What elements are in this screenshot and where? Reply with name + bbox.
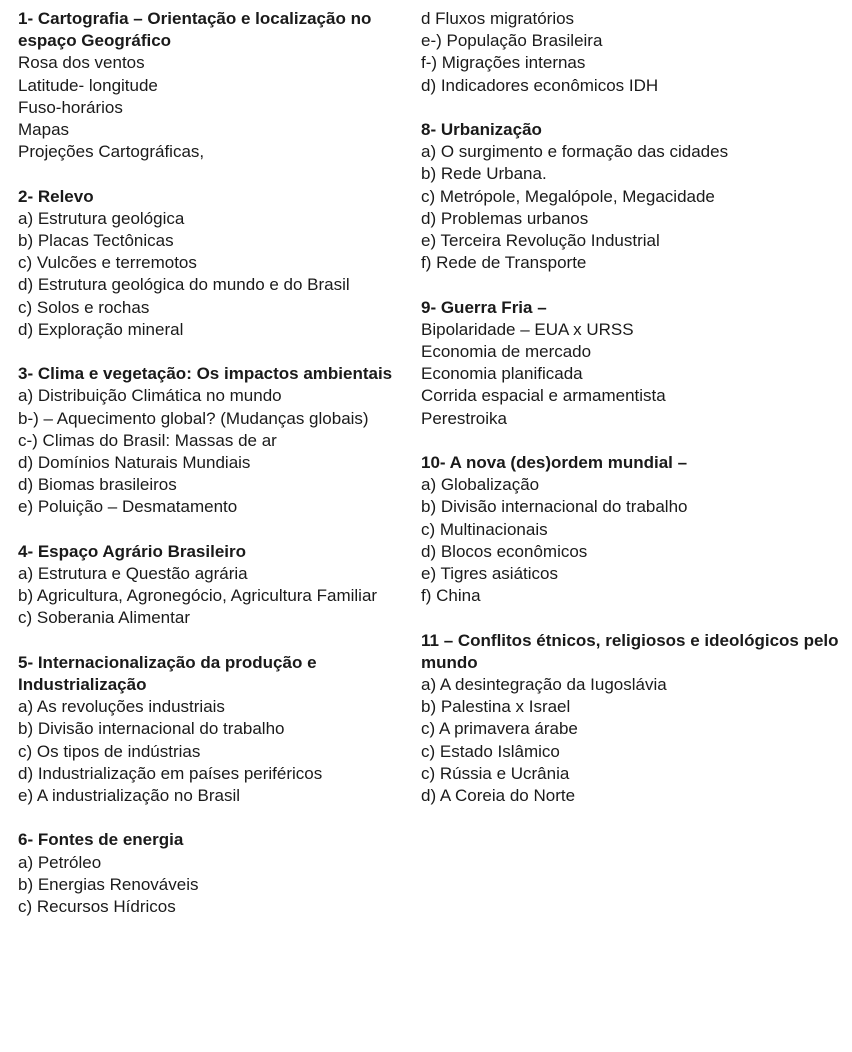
section-title: 9- Guerra Fria – (421, 297, 547, 317)
list-item: a) O surgimento e formação das cidades (421, 142, 729, 162)
list-item: Economia planificada (421, 364, 583, 384)
section (18, 186, 398, 341)
list-item: d) Blocos econômicos (421, 541, 588, 561)
list-item: e) Poluição – Desmatamento (18, 497, 238, 517)
item-list (421, 141, 841, 274)
left-column (18, 8, 398, 940)
section-title: 3- Clima e vegetação: Os impactos ambientais (18, 364, 393, 384)
section (421, 452, 841, 607)
section (18, 541, 398, 630)
section (18, 8, 398, 163)
list-item: Rosa dos ventos (18, 53, 145, 73)
list-item: Fuso-horários (18, 97, 123, 117)
list-item: b) Rede Urbana. (421, 164, 547, 184)
list-item: c) Estado Islâmico (421, 741, 560, 761)
list-item: d) Problemas urbanos (421, 208, 589, 228)
list-item: a) Estrutura geológica (18, 208, 185, 228)
list-item: c) Metrópole, Megalópole, Megacidade (421, 186, 715, 206)
list-item: b) Divisão internacional do trabalho (421, 497, 688, 517)
section-title: 11 – Conflitos étnicos, religiosos e ideológicos pelo mundo (421, 630, 839, 672)
section-title: 5- Internacionalização da produção e Industrialização (18, 652, 317, 695)
list-item: b) Placas Tectônicas (18, 231, 174, 251)
list-item: Mapas (18, 120, 70, 140)
list-item: d) Indicadores econômicos IDH (421, 75, 659, 95)
list-item: c) Soberania Alimentar (18, 608, 190, 628)
item-list (18, 696, 398, 807)
item-list (421, 674, 841, 807)
list-item: Projeções Cartográficas, (18, 142, 205, 162)
list-item: a) Globalização (421, 475, 540, 495)
list-item: Economia de mercado (421, 342, 592, 362)
list-item: c) Recursos Hídricos (18, 897, 176, 917)
list-item: a) Estrutura e Questão agrária (18, 564, 248, 584)
section-title: 4- Espaço Agrário Brasileiro (18, 541, 247, 561)
section (421, 119, 841, 274)
list-item: c-) Climas do Brasil: Massas de ar (18, 430, 277, 450)
list-item: e-) População Brasileira (421, 31, 603, 51)
section (18, 363, 398, 518)
item-list (18, 385, 398, 518)
section-title: 1- Cartografia – Orientação e localização no espaço Geográfico (18, 9, 372, 51)
list-item: b) Agricultura, Agronegócio, Agricultura Familiar (18, 586, 378, 606)
list-item: c) Rússia e Ucrânia (421, 763, 570, 783)
section (18, 829, 398, 918)
list-item: c) Solos e rochas (18, 297, 150, 317)
list-item: e) A industrialização no Brasil (18, 786, 241, 806)
list-item: f) Rede de Transporte (421, 253, 587, 273)
item-list (18, 852, 398, 919)
list-item: e) Tigres asiáticos (421, 564, 558, 584)
list-item: Perestroika (421, 408, 507, 428)
item-list (421, 319, 841, 430)
list-item: d) Exploração mineral (18, 319, 184, 339)
list-item: e) Terceira Revolução Industrial (421, 231, 660, 251)
list-item: d) Estrutura geológica do mundo e do Brasil (18, 275, 350, 295)
item-list (421, 8, 841, 97)
section-title: 10- A nova (des)ordem mundial – (421, 453, 688, 473)
list-item: c) Vulcões e terremotos (18, 253, 197, 273)
item-list (18, 208, 398, 341)
list-item: Bipolaridade – EUA x URSS (421, 319, 634, 339)
list-item: b-) – Aquecimento global? (Mudanças globais) (18, 408, 369, 428)
list-item: a) Petróleo (18, 852, 102, 872)
list-item: d Fluxos migratórios (421, 9, 575, 28)
item-list (18, 563, 398, 630)
section (421, 8, 841, 97)
list-item: b) Energias Renováveis (18, 874, 199, 894)
section-title: 2- Relevo (18, 186, 94, 206)
section (18, 652, 398, 807)
list-item: d) A Coreia do Norte (421, 786, 576, 806)
section-title: 8- Urbanização (421, 120, 542, 139)
list-item: d) Biomas brasileiros (18, 475, 177, 495)
right-column (421, 8, 841, 829)
list-item: c) A primavera árabe (421, 719, 578, 739)
list-item: b) Divisão internacional do trabalho (18, 719, 285, 739)
list-item: b) Palestina x Israel (421, 697, 571, 717)
list-item: f) China (421, 586, 481, 606)
list-item: Corrida espacial e armamentista (421, 386, 666, 406)
list-item: Latitude- longitude (18, 75, 158, 95)
section (421, 630, 841, 808)
list-item: a) A desintegração da Iugoslávia (421, 675, 667, 695)
list-item: a) Distribuição Climática no mundo (18, 386, 282, 406)
list-item: f-) Migrações internas (421, 53, 586, 73)
list-item: d) Domínios Naturais Mundiais (18, 453, 251, 473)
list-item: d) Industrialização em países periféricos (18, 763, 323, 783)
list-item: c) Multinacionais (421, 519, 548, 539)
section-title: 6- Fontes de energia (18, 830, 184, 850)
item-list (18, 52, 398, 163)
section (421, 297, 841, 430)
list-item: a) As revoluções industriais (18, 697, 225, 717)
list-item: c) Os tipos de indústrias (18, 741, 201, 761)
item-list (421, 474, 841, 607)
